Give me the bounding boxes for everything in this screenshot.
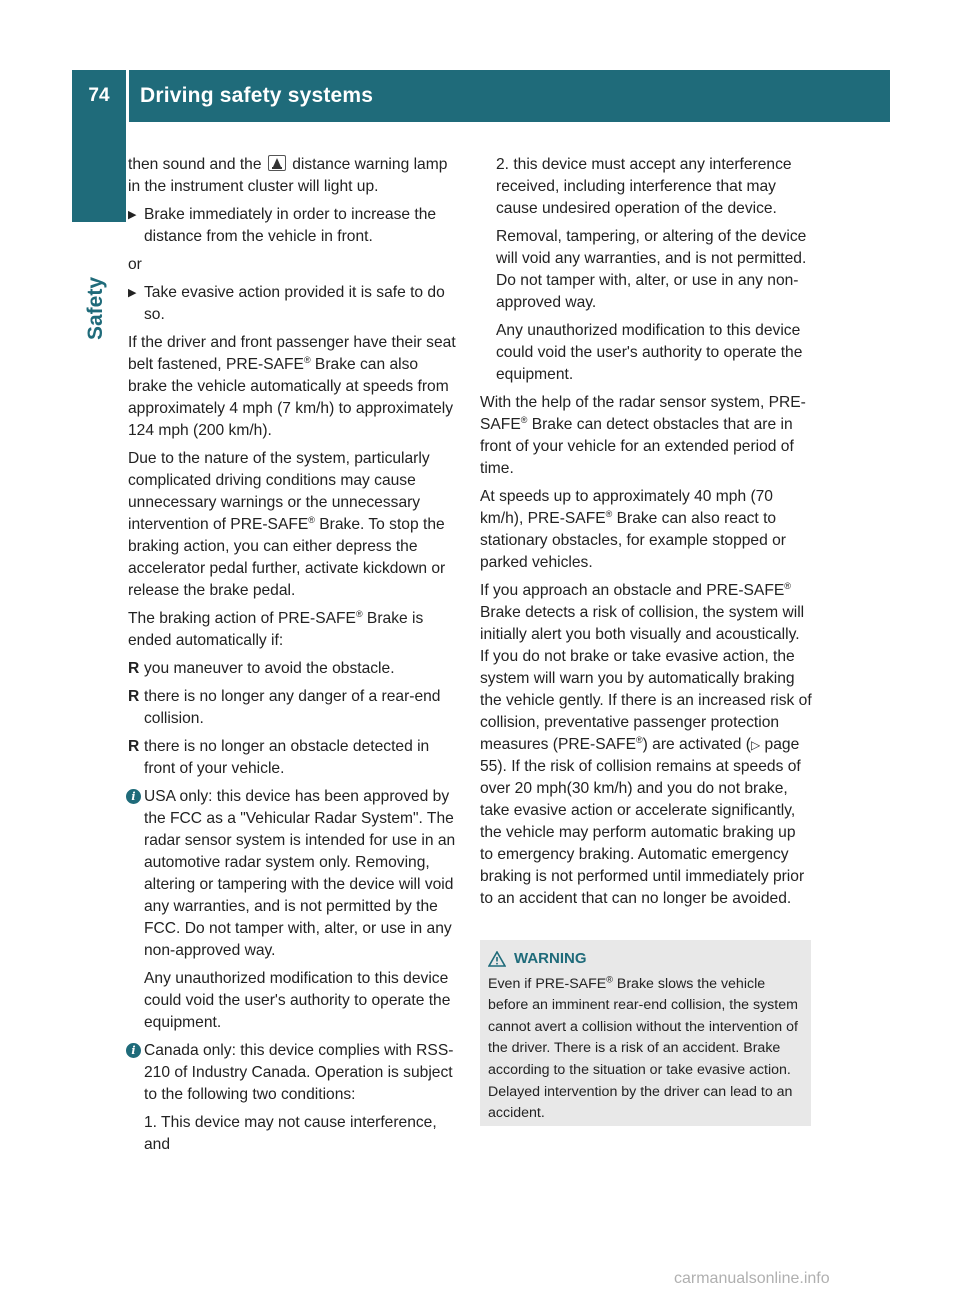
info-text: Any unauthorized modification to this device could void the user's authority to operate the equipment. [496,322,803,383]
info-icon: i [126,1043,141,1058]
page-ref-link[interactable]: page 55 [480,736,800,775]
paragraph: The braking action of PRE-SAFE® Brake is ended automatically if: [128,608,424,649]
info-text: 1. This device may not cause interference, and [144,1114,437,1153]
step-item [128,204,460,248]
paragraph: If you approach an obstacle and PRE-SAFE® Brake detects a risk of collision, the system will initially alert you both visually and acoustically. If you do not brake or take evasive action, the system will warn you by automatically braking the vehicle gently. If there is an increased risk of collision, preventative passenger protection measures (PRE-SAFE®) are activated (▷ page 55). If the risk of collision remains at speeds of over 20 mph(30 km/h) and you do not brake, take evasive action or accelerate significantly, the vehicle may perform automatic braking up to emergency braking. Automatic emergency braking is not performed until immediately prior to an accident that can no longer be avoided. [480,580,812,907]
page-ref-arrow-icon: ▷ [750,738,761,752]
triangle-arrow-icon: ▶ [128,287,137,299]
info-text: Canada only: this device complies with RSS-210 of Industry Canada. Operation is subject to the following two conditions: [144,1042,454,1103]
info-text: 2. this device must accept any interference received, including interference that may cause undesired operation of the device. [496,156,792,217]
text: then sound and the [128,156,262,173]
section-tab-label: Safety [84,276,107,340]
triangle-arrow-icon: ▶ [128,209,137,221]
warning-label: WARNING [514,950,587,967]
info-text: Removal, tampering, or altering of the device will void any warranties, and is not permitted. Do not tamper with, alter, or use in any non-approved way. [496,228,807,311]
info-text: USA only: this device has been approved by the FCC as a "Vehicular Radar System". The radar sensor system is intended for use in an automotive radar system only. Removing, altering or tampering with the device will void any warranties, and is not permitted by the FCC. Do not tamper with, alter, or use in any non-approved way. [144,788,456,959]
or-text: or [128,256,142,273]
paragraph: At speeds up to approximately 40 mph (70 km/h), PRE-SAFE® Brake can also react to stationary obstacles, for example stopped or parked vehicles. [480,488,786,571]
side-tab-block [72,122,126,222]
page-number: 74 [88,85,110,106]
warning-text: Even if PRE-SAFE® Brake slows the vehicle before an imminent rear-end collision, the system cannot avert a collision without the intervention of the driver. There is a risk of an accident. Brake according to the situation or take evasive action. Delayed intervention by the driver can lead to an accident. [488,973,798,1122]
list-item: R there is no longer an obstacle detected in front of your vehicle. [128,738,430,777]
watermark: carmanualsonline.info [674,1270,830,1287]
list-item: R you maneuver to avoid the obstacle. [128,660,395,677]
step-item [128,282,460,326]
distance-warning-lamp-icon [268,155,286,171]
paragraph: Due to the nature of the system, particularly complicated driving conditions may cause unnecessary warnings or the unnecessary intervention of PRE-SAFE® Brake. To stop the braking action, you can either depress the accelerator pedal further, activate kickdown or release the brake pedal. [128,450,446,599]
paragraph [128,154,460,198]
paragraph: With the help of the radar sensor system, PRE-SAFE® Brake can detect obstacles that are in front of your vehicle for an extended period of time. [480,394,806,477]
text: distance warning lamp in the instrument cluster will light up. [128,156,448,195]
warning-triangle-icon [488,951,506,967]
info-note [128,1040,460,1106]
list-item: R there is no longer any danger of a rear-end collision. [128,688,441,727]
step-text: Brake immediately in order to increase the distance from the vehicle in front. [144,206,437,245]
info-icon: i [126,789,141,804]
page-title: Driving safety systems [140,84,374,107]
header-divider [126,70,129,122]
paragraph: If the driver and front passenger have their seat belt fastened, PRE-SAFE® Brake can also brake the vehicle automatically at speeds from approximately 4 mph (7 km/h) to approximately 124 mph (200 km/h). [128,334,456,439]
step-text: Take evasive action provided it is safe to do so. [144,284,445,323]
warning-header [488,948,803,970]
left-column [128,154,460,1162]
right-column [480,154,812,916]
warning-box [480,940,811,1126]
info-text: Any unauthorized modification to this device could void the user's authority to operate the equipment. [144,970,451,1031]
info-note [128,786,460,962]
